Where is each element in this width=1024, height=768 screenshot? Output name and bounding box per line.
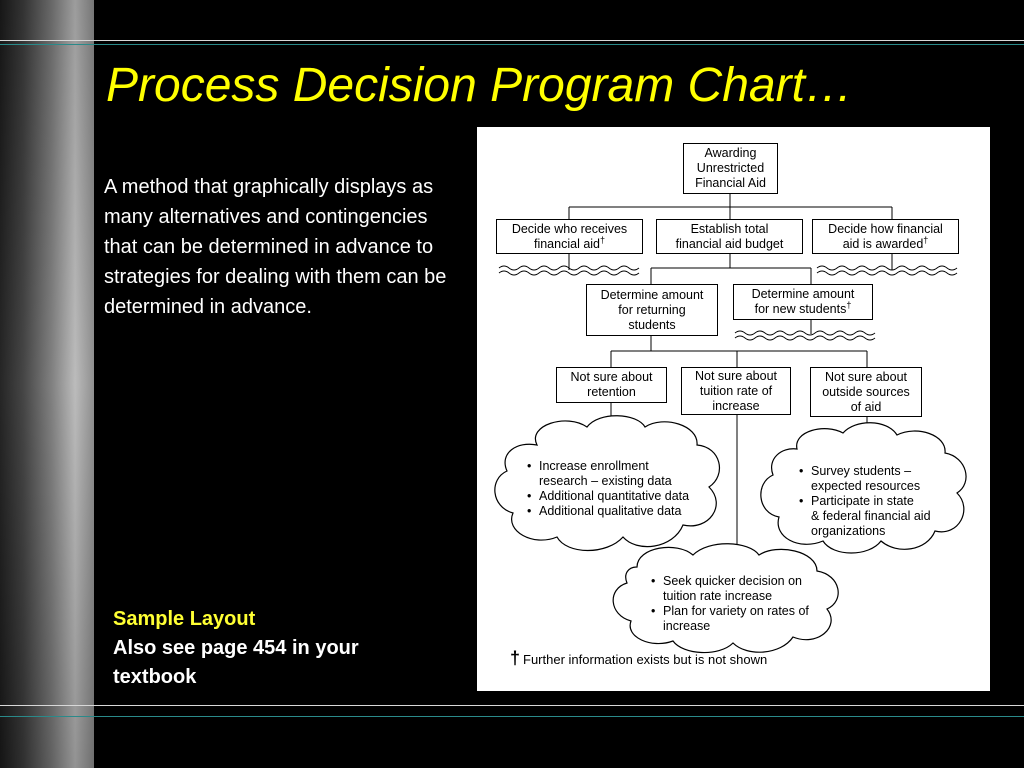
box-retention: Not sure about retention bbox=[556, 367, 667, 403]
box-decide-who-receives: Decide who receives financial aid† bbox=[496, 219, 643, 254]
bottom-rule-teal bbox=[0, 716, 1024, 717]
cloud-right-item: • Survey students – expected resources bbox=[797, 464, 967, 494]
root-box-awarding-aid: Awarding Unrestricted Financial Aid bbox=[683, 143, 778, 194]
top-rule-teal bbox=[0, 44, 1024, 45]
dagger-mark: † bbox=[923, 234, 929, 245]
diagram-footnote bbox=[510, 648, 767, 669]
cloud-left-text bbox=[525, 459, 715, 519]
cloud-left-item: • Additional qualitative data bbox=[525, 504, 715, 519]
note-heading: Sample Layout bbox=[113, 608, 256, 630]
cloud-right-item: • Participate in state & federal financial aid organizations bbox=[797, 494, 967, 539]
pdpc-diagram bbox=[477, 127, 990, 691]
cloud-bottom-item: • Plan for variety on rates of increase bbox=[649, 604, 829, 634]
box-decide-how-awarded: Decide how financial aid is awarded† bbox=[812, 219, 959, 254]
box-amount-new: Determine amount for new students† bbox=[733, 284, 873, 320]
cloud-bottom-text bbox=[649, 574, 829, 634]
left-gradient-bar bbox=[0, 0, 94, 768]
dagger-mark: † bbox=[846, 299, 852, 310]
cloud-right-text bbox=[797, 464, 967, 539]
cloud-left-item: • Increase enrollment research – existing data bbox=[525, 459, 715, 489]
dagger-mark: † bbox=[600, 234, 606, 245]
box-tuition-rate: Not sure about tuition rate of increase bbox=[681, 367, 791, 415]
footnote-text: Further information exists but is not shown bbox=[523, 652, 768, 667]
cloud-left-item: • Additional quantitative data bbox=[525, 489, 715, 504]
box-amount-returning: Determine amount for returning students bbox=[586, 284, 718, 336]
cloud-bottom-item: • Seek quicker decision on tuition rate increase bbox=[649, 574, 829, 604]
box-establish-budget: Establish total financial aid budget bbox=[656, 219, 803, 254]
slide-title: Process Decision Program Chart… bbox=[106, 59, 853, 112]
box-outside-sources: Not sure about outside sources of aid bbox=[810, 367, 922, 417]
footnote-dagger: † bbox=[510, 648, 521, 668]
top-rule-light bbox=[0, 40, 1024, 41]
note-reference: Also see page 454 in your textbook bbox=[113, 637, 359, 688]
bottom-rule-light bbox=[0, 705, 1024, 706]
slide-description: A method that graphically displays as many alternatives and contingencies that can be determined in advance to strategies for dealing with them can be determined in advance. bbox=[104, 176, 447, 318]
sample-layout-note bbox=[113, 605, 413, 692]
